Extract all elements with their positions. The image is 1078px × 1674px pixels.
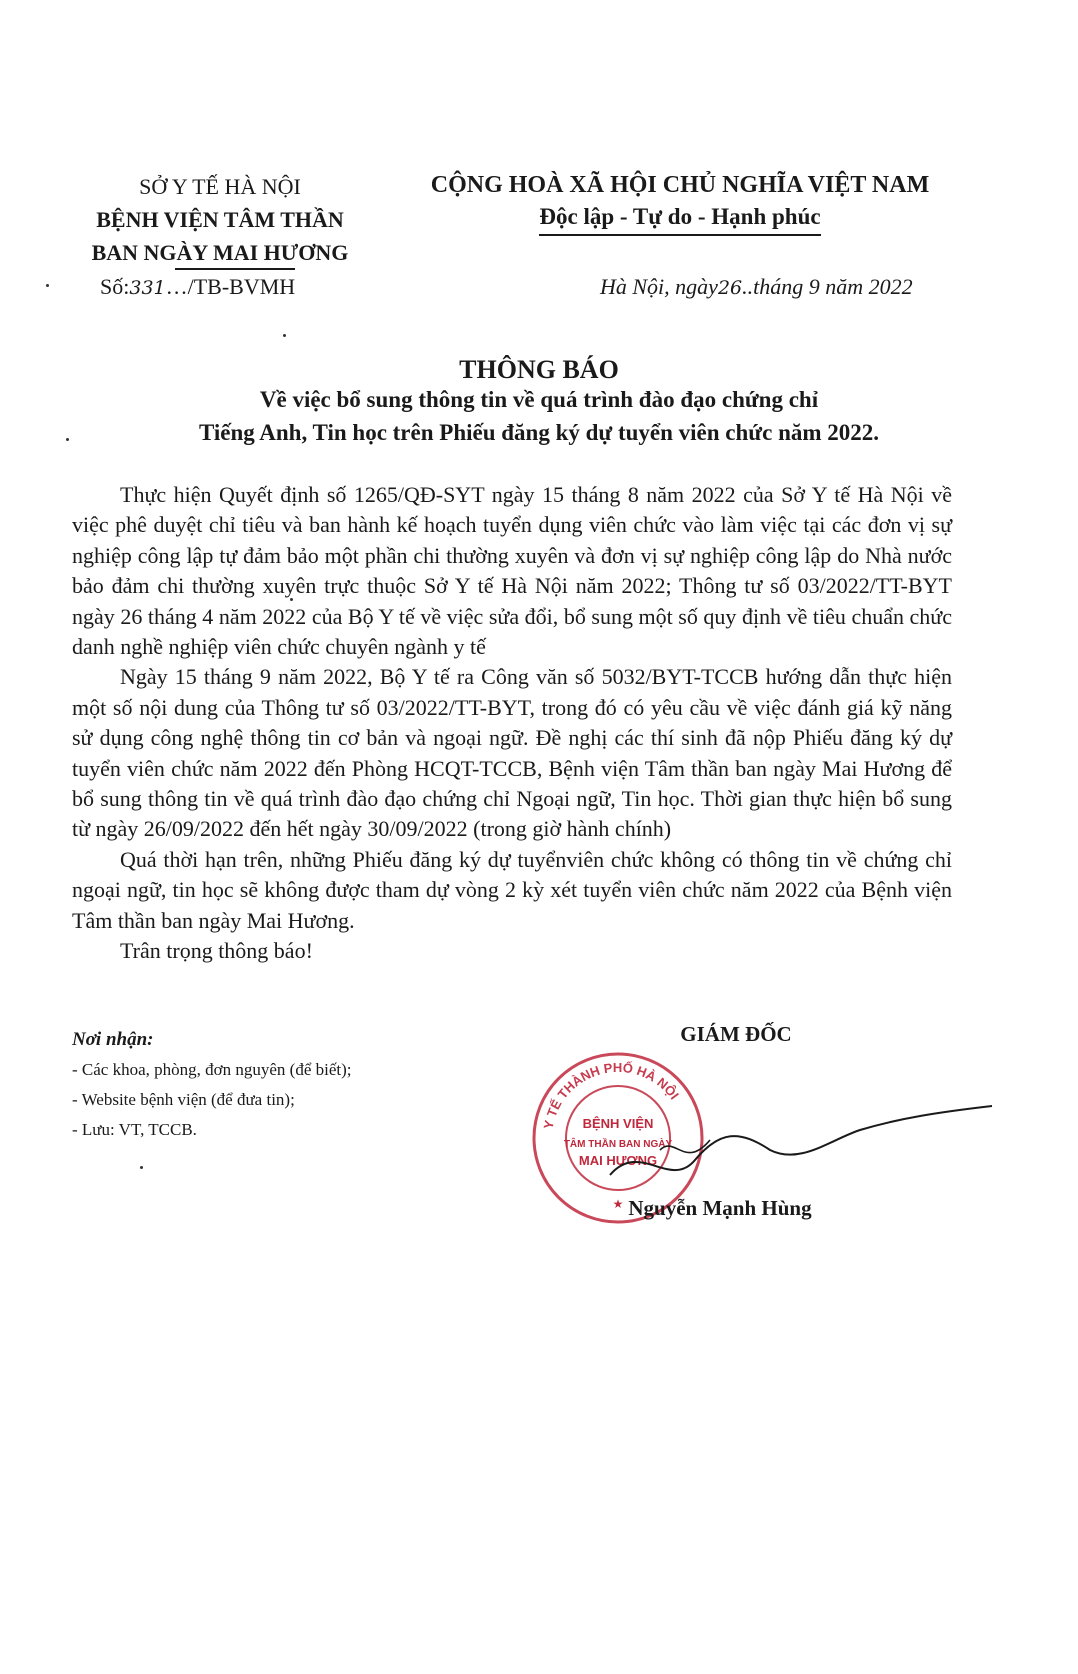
stamp-center-line1: BỆNH VIỆN bbox=[582, 1116, 654, 1131]
body-closing: Trân trọng thông báo! bbox=[120, 938, 313, 964]
stamp-star-icon: ★ bbox=[612, 1197, 624, 1211]
date-suffix: ..tháng 9 năm 2022 bbox=[742, 274, 913, 299]
recipient-item: - Lưu: VT, TCCB. bbox=[72, 1120, 197, 1139]
recipient-item: - Các khoa, phòng, đơn nguyên (để biết); bbox=[72, 1060, 352, 1079]
document-body bbox=[72, 480, 952, 967]
recipients-block bbox=[72, 1025, 512, 1145]
scan-speck bbox=[66, 438, 69, 441]
document-subject-line1: Về việc bổ sung thông tin về quá trình đào đạo chứng chỉ bbox=[259, 387, 819, 412]
recipient-item: - Website bệnh viện (để đưa tin); bbox=[72, 1090, 295, 1109]
document-number bbox=[100, 274, 295, 300]
org-hospital-line2: BAN NGÀY MAI HƯƠNG bbox=[91, 240, 349, 265]
signer-title: GIÁM ĐỐC bbox=[680, 1022, 792, 1046]
scan-speck bbox=[140, 1166, 143, 1169]
recipients-heading: Nơi nhận: bbox=[72, 1029, 154, 1050]
scan-speck bbox=[46, 284, 49, 287]
national-header bbox=[420, 168, 940, 236]
org-hospital-line1: BỆNH VIỆN TÂM THẦN bbox=[96, 207, 344, 232]
issue-date bbox=[600, 274, 913, 300]
stamp-center-line3: MAI HƯƠNG bbox=[578, 1153, 658, 1168]
date-prefix: Hà Nội, ngày bbox=[600, 274, 718, 299]
date-day-handwritten: 26 bbox=[717, 277, 743, 299]
doc-number-suffix: …/TB-BVMH bbox=[165, 274, 296, 299]
document-subject-line2: Tiếng Anh, Tin học trên Phiếu đăng ký dự tuyển viên chức năm 2022. bbox=[198, 420, 880, 445]
org-underline bbox=[175, 268, 295, 270]
signer-name: Nguyễn Mạnh Hùng bbox=[628, 1196, 812, 1220]
nation-title: CỘNG HOÀ XÃ HỘI CHỦ NGHĨA VIỆT NAM bbox=[430, 172, 930, 198]
doc-number-handwritten: 331 bbox=[129, 277, 166, 299]
stamp-ring-text: Y TẾ THÀNH PHỐ HÀ NỘI bbox=[540, 1059, 682, 1131]
national-motto: Độc lập - Tự do - Hạnh phúc bbox=[539, 202, 820, 236]
scan-speck bbox=[290, 598, 293, 601]
body-paragraph: Thực hiện Quyết định số 1265/QĐ-SYT ngày 15 tháng 8 năm 2022 của Sở Y tế Hà Nội về việc phê duyệt chỉ tiêu và ban hành kế hoạch tuyển dụng viên chức vào làm việc tại các đơn vị sự nghiệp công lập tự đảm bảo một phần chi thường xuyên và đơn vị sự nghiệp công lập do Nhà nước bảo đảm chi thường xuyên trực thuộc Sở Y tế Hà Nội năm 2022; Thông tư số 03/2022/TT-BYT ngày 26 tháng 4 năm 2022 của Bộ Y tế về việc sửa đổi, bổ sung một số quy định về tiêu chuẩn chức danh nghề nghiệp viên chức chuyên ngành y tế bbox=[72, 482, 952, 660]
org-ministry: SỞ Y TẾ HÀ NỘI bbox=[139, 174, 301, 199]
body-paragraph: Quá thời hạn trên, những Phiếu đăng ký dự tuyểnviên chức không có thông tin về chứng chỉ ngoại ngữ, tin học sẽ không được tham dự vòng 2 kỳ xét tuyển viên chức năm 2022 của Bệnh viện Tâm thần ban ngày Mai Hương. bbox=[72, 846, 952, 933]
stamp-center-line2: TÂM THẦN BAN NGÀY bbox=[563, 1139, 673, 1150]
doc-number-prefix: Số: bbox=[100, 274, 130, 299]
scan-speck bbox=[283, 334, 286, 337]
organization-header bbox=[40, 170, 400, 269]
body-paragraph: Ngày 15 tháng 9 năm 2022, Bộ Y tế ra Công văn số 5032/BYT-TCCB hướng dẫn thực hiện một số nội dung của Thông tư số 03/2022/TT-BYT, trong đó có yêu cầu về việc đánh giá kỹ năng sử dụng công nghệ thông tin cơ bản và ngoại ngữ. Đề nghị các thí sinh đã nộp Phiếu đăng ký dự tuyển viên chức năm 2022 đến Phòng HCQT-TCCB, Bệnh viện Tâm thần ban ngày Mai Hương để bổ sung thông tin về quá trình đào đạo chứng chỉ Ngoại ngữ, Tin học. Thời gian thực hiện bổ sung từ ngày 26/09/2022 đến hết ngày 30/09/2022 (trong giờ hành chính) bbox=[72, 664, 952, 842]
document-title: THÔNG BÁO bbox=[459, 355, 619, 384]
